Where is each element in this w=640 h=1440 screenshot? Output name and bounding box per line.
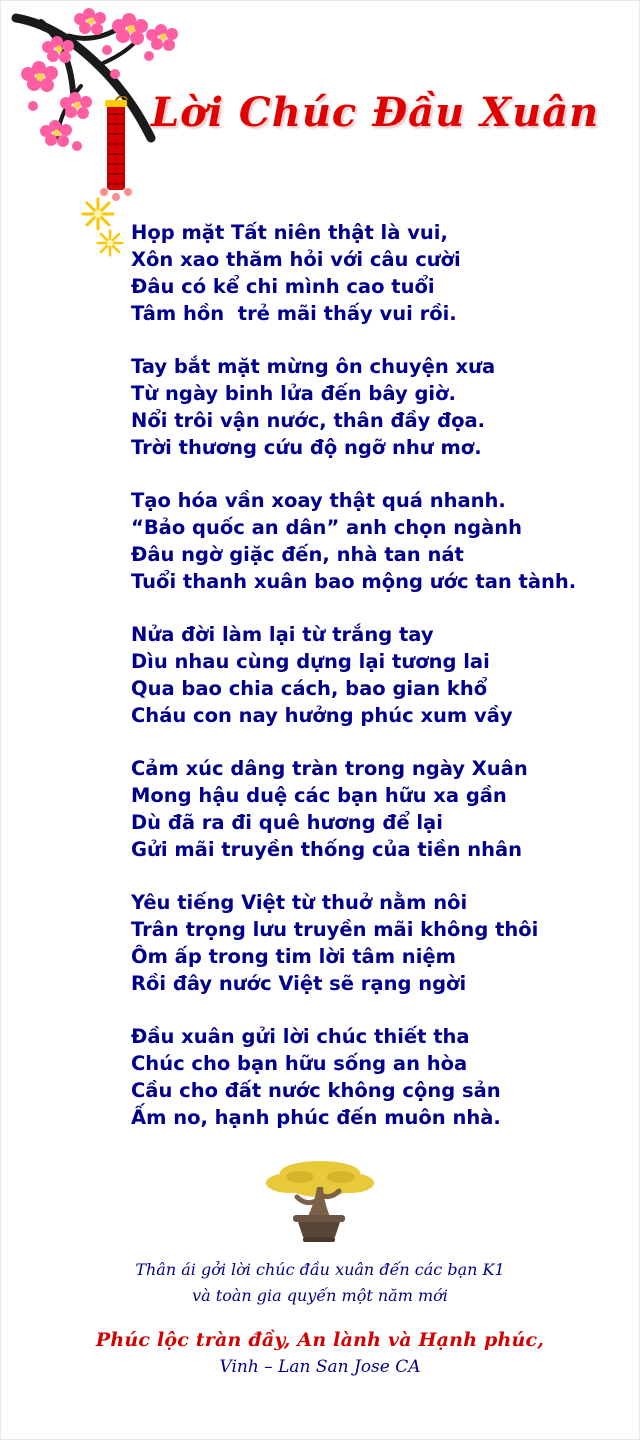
poem-line: Tâm hồn trẻ mãi thấy vui rồi. <box>131 302 457 325</box>
poem-line: Đầu xuân gửi lời chúc thiết tha <box>131 1025 470 1048</box>
poem-body <box>1 219 639 1131</box>
poem-stanza <box>131 1023 639 1131</box>
poem-line: Tay bắt mặt mừng ôn chuyện xưa <box>131 355 496 378</box>
poem-line: Yêu tiếng Việt từ thuở nằm nôi <box>131 891 468 914</box>
poem-line: Nổi trôi vận nước, thân đầy đọa. <box>131 409 486 432</box>
poem-line: Tạo hóa vần xoay thật quá nhanh. <box>131 489 506 512</box>
poem-line: Cảm xúc dâng tràn trong ngày Xuân <box>131 757 528 780</box>
poem-stanza <box>131 353 639 461</box>
bonsai-illustration <box>1 1157 639 1249</box>
poem-line: Từ ngày binh lửa đến bây giờ. <box>131 382 456 405</box>
poem-line: Dù đã ra đi quê hương để lại <box>131 811 443 834</box>
poem-line: Trời thương cứu độ ngỡ như mơ. <box>131 436 482 459</box>
dedication-line-2: và toàn gia quyến một năm mới <box>192 1286 448 1305</box>
poem-line: Tuổi thanh xuân bao mộng ước tan tành. <box>131 570 577 593</box>
poem-stanza <box>131 621 639 729</box>
poem-line: “Bảo quốc an dân” anh chọn ngành <box>131 516 523 539</box>
poem-line: Trân trọng lưu truyền mãi không thôi <box>131 918 539 941</box>
poem-stanza <box>131 755 639 863</box>
bonsai-tree-icon <box>245 1157 395 1249</box>
poem-line: Xôn xao thăm hỏi với câu cười <box>131 248 461 271</box>
poem-line: Đâu ngờ giặc đến, nhà tan nát <box>131 543 464 566</box>
signature-text: Vinh – Lan San Jose CA <box>219 1357 421 1377</box>
poem-stanza <box>131 889 639 997</box>
poem-line: Họp mặt Tất niên thật là vui, <box>131 221 448 244</box>
poem-line: Rồi đây nước Việt sẽ rạng ngời <box>131 972 467 995</box>
poem-line: Nửa đời làm lại từ trắng tay <box>131 623 434 646</box>
poem-line: Qua bao chia cách, bao gian khổ <box>131 677 488 700</box>
card-header <box>1 1 639 211</box>
poem-line: Mong hậu duệ các bạn hữu xa gần <box>131 784 507 807</box>
poem-line: Cầu cho đất nước không cộng sản <box>131 1079 501 1102</box>
wish-text: Phúc lộc tràn đầy, An lành và Hạnh phúc, <box>95 1329 545 1351</box>
poem-line: Gửi mãi truyền thống của tiền nhân <box>131 838 523 861</box>
poem-line: Ôm ấp trong tim lời tâm niệm <box>131 945 456 968</box>
page-title: Lời Chúc Đầu Xuân <box>151 89 600 136</box>
poem-line: Cháu con nay hưởng phúc xum vầy <box>131 704 513 727</box>
poem-line: Dìu nhau cùng dựng lại tương lai <box>131 650 490 673</box>
poem-stanza <box>131 487 639 595</box>
dedication-line-1: Thân ái gởi lời chúc đầu xuân đến các bạn K1 <box>135 1260 505 1279</box>
poem-line: Đâu có kể chi mình cao tuổi <box>131 275 435 298</box>
card-footer <box>1 1257 639 1377</box>
firecracker-icon <box>96 96 136 206</box>
poem-stanza <box>131 219 639 327</box>
poem-line: Chúc cho bạn hữu sống an hòa <box>131 1052 468 1075</box>
poem-line: Ấm no, hạnh phúc đến muôn nhà. <box>131 1106 501 1129</box>
